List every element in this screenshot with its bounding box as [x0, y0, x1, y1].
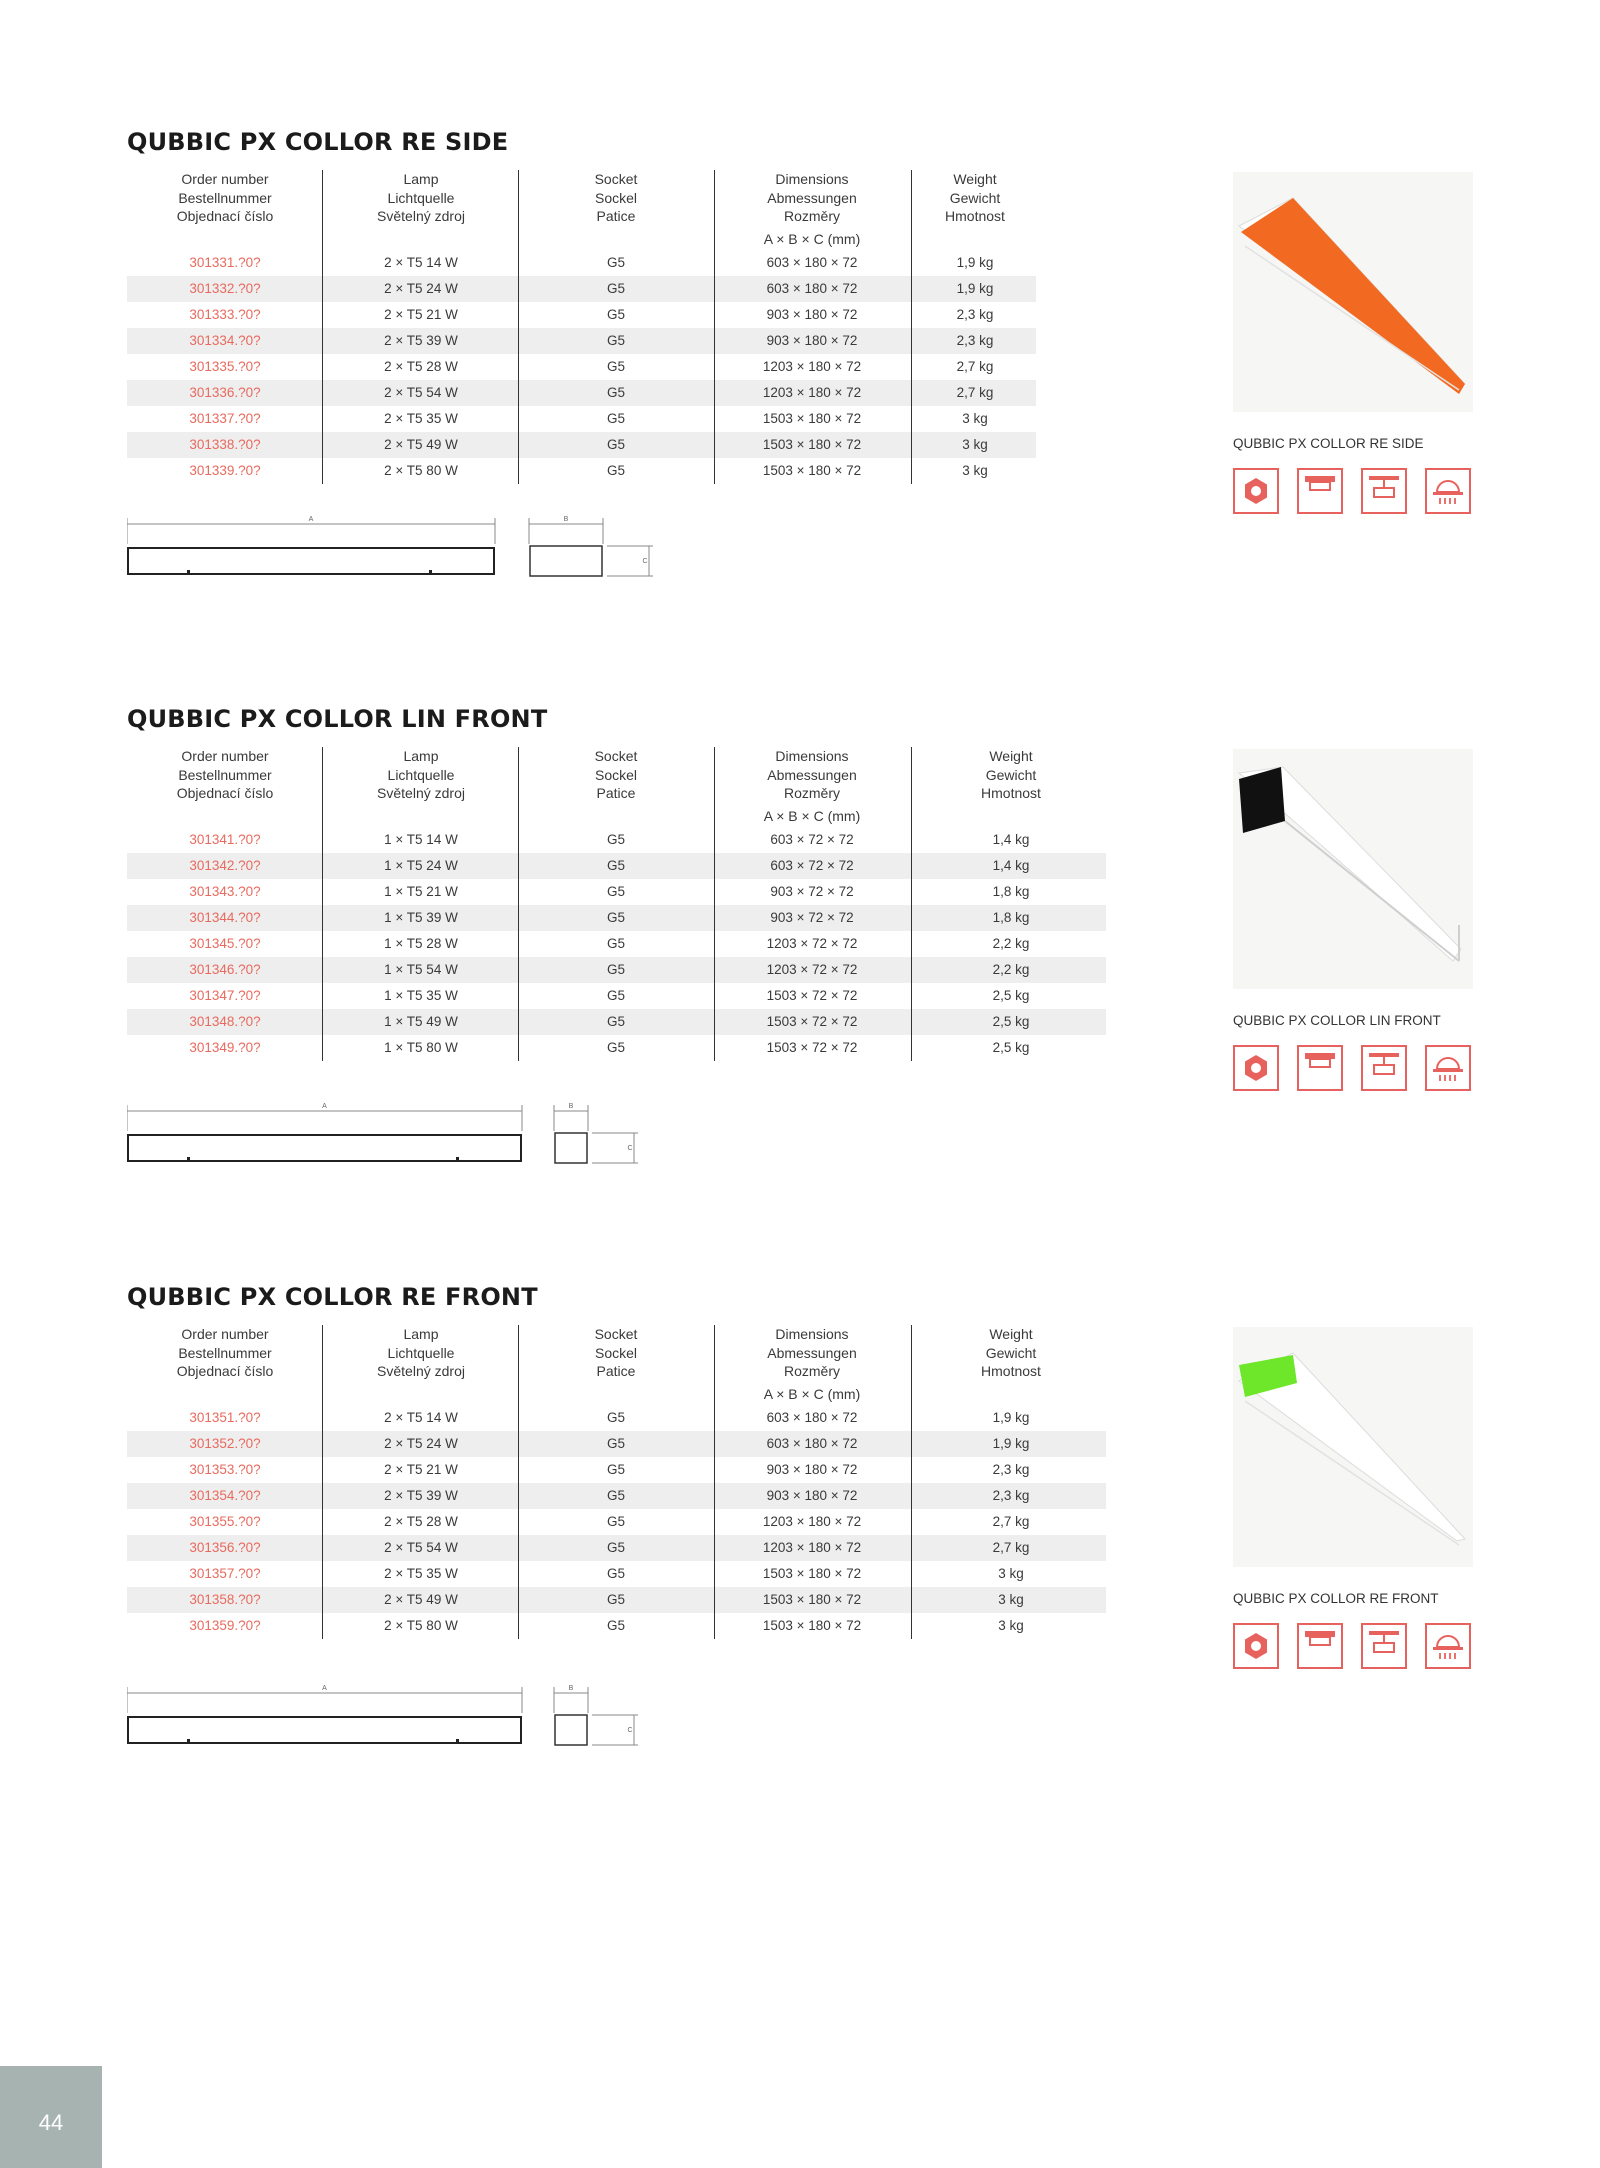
header-line: Světelný zdroj: [377, 1363, 465, 1379]
pendant-icon: [1361, 1045, 1407, 1091]
cell-lamp: 2 × T5 21 W: [384, 307, 458, 322]
cell-order: 301351.?0?: [189, 1410, 261, 1425]
cell-weight: 2,2 kg: [992, 936, 1030, 951]
downlight-icon: [1425, 1045, 1471, 1091]
header-line: Patice: [596, 785, 636, 801]
header-line: Order number: [181, 1326, 269, 1342]
end-view: [555, 1715, 587, 1745]
cell-weight: 1,8 kg: [992, 884, 1030, 899]
table-row: [127, 1613, 1106, 1639]
cell-socket: G5: [606, 1618, 625, 1633]
header-line: Dimensions: [775, 171, 849, 187]
accent-strip: [1241, 198, 1465, 394]
dimension-label-b: B: [563, 516, 569, 523]
table-row: [127, 957, 1106, 983]
cell-weight: 2,5 kg: [992, 988, 1030, 1003]
header-line: A × B × C (mm): [763, 230, 861, 247]
cell-order: 301353.?0?: [189, 1462, 261, 1477]
hexagon-icon: [1233, 1045, 1279, 1091]
page-number: 44: [38, 2110, 64, 2135]
cell-order: 301356.?0?: [189, 1540, 261, 1555]
cell-socket: G5: [606, 1514, 625, 1529]
cell-dimensions: 603 × 180 × 72: [766, 1410, 858, 1425]
cell-order: 301336.?0?: [189, 385, 261, 400]
cell-lamp: 2 × T5 49 W: [384, 437, 458, 452]
table-row: [127, 432, 1036, 458]
cell-dimensions: 1503 × 180 × 72: [762, 1566, 862, 1581]
product-name: QUBBIC PX COLLOR RE SIDE: [1233, 436, 1424, 451]
cell-weight: 1,8 kg: [992, 910, 1030, 925]
cell-dimensions: 903 × 180 × 72: [766, 333, 858, 348]
cell-order: 301349.?0?: [189, 1040, 261, 1055]
header-line: Abmessungen: [767, 189, 857, 206]
header-line: Lamp: [403, 171, 439, 187]
table-row: [127, 380, 1036, 406]
header-line: A × B × C (mm): [763, 807, 861, 824]
cell-weight: 1,9 kg: [956, 281, 994, 296]
header-line: Patice: [596, 1363, 636, 1379]
cell-lamp: 2 × T5 39 W: [384, 1488, 458, 1503]
column-header-order: [127, 747, 323, 803]
header-line: Sockel: [594, 189, 638, 206]
header-line: Socket: [594, 748, 638, 764]
column-header-order: [127, 170, 323, 226]
cell-socket: G5: [606, 1462, 625, 1477]
table-row: [127, 1457, 1106, 1483]
cell-socket: G5: [606, 1592, 625, 1607]
column-divider: [714, 1325, 715, 1639]
cell-lamp: 2 × T5 21 W: [384, 1462, 458, 1477]
cell-lamp: 2 × T5 35 W: [384, 1566, 458, 1581]
cell-weight: 1,9 kg: [992, 1410, 1030, 1425]
cell-weight: 2,7 kg: [956, 385, 994, 400]
header-line: Objednací číslo: [176, 208, 274, 224]
header-line: Rozměry: [783, 785, 840, 801]
cell-dimensions: 603 × 72 × 72: [770, 858, 854, 873]
cell-weight: 2,7 kg: [992, 1540, 1030, 1555]
dimension-label-c: C: [627, 1145, 633, 1152]
dimension-label-c: C: [627, 1727, 633, 1734]
cell-socket: G5: [606, 936, 625, 951]
cell-lamp: 2 × T5 24 W: [384, 281, 458, 296]
cell-lamp: 2 × T5 80 W: [384, 1618, 458, 1633]
cell-lamp: 1 × T5 28 W: [384, 936, 458, 951]
cell-dimensions: 1203 × 72 × 72: [766, 962, 858, 977]
cell-socket: G5: [606, 1040, 625, 1055]
table-row: [127, 983, 1106, 1009]
cell-weight: 2,3 kg: [992, 1488, 1030, 1503]
cell-dimensions: 1203 × 180 × 72: [762, 1540, 862, 1555]
header-line: Sockel: [594, 766, 638, 783]
column-divider: [911, 1325, 912, 1639]
cell-order: 301335.?0?: [189, 359, 261, 374]
cell-socket: G5: [606, 1488, 625, 1503]
table-row: [127, 853, 1106, 879]
product-photo: [1233, 749, 1473, 989]
cell-weight: 3 kg: [962, 437, 988, 452]
cell-socket: G5: [606, 307, 625, 322]
cell-weight: 2,3 kg: [992, 1462, 1030, 1477]
cell-socket: G5: [606, 1540, 625, 1555]
column-divider: [911, 747, 912, 1061]
header-line: Weight: [989, 748, 1033, 764]
header-line: Světelný zdroj: [377, 785, 465, 801]
cell-dimensions: 603 × 180 × 72: [766, 255, 858, 270]
cell-weight: 3 kg: [998, 1566, 1024, 1581]
cell-dimensions: 1503 × 72 × 72: [766, 1014, 858, 1029]
cell-dimensions: 1503 × 180 × 72: [762, 463, 862, 478]
cell-order: 301346.?0?: [189, 962, 261, 977]
cell-weight: 1,4 kg: [992, 858, 1030, 873]
table-row: [127, 827, 1106, 853]
cell-dimensions: 1503 × 180 × 72: [762, 1618, 862, 1633]
cell-order: 301332.?0?: [189, 281, 261, 296]
cell-socket: G5: [606, 1410, 625, 1425]
column-header-weight: [916, 747, 1106, 803]
table-row: [127, 250, 1036, 276]
cell-socket: G5: [606, 1436, 625, 1451]
table-row: [127, 1405, 1106, 1431]
table-row: [127, 931, 1106, 957]
hexagon-icon: [1233, 468, 1279, 514]
spec-table: [127, 170, 1036, 500]
column-divider: [322, 1325, 323, 1639]
section-title: QUBBIC PX COLLOR RE SIDE: [127, 128, 509, 156]
table-row: [127, 905, 1106, 931]
section-title: QUBBIC PX COLLOR LIN FRONT: [127, 705, 548, 733]
table-row: [127, 1561, 1106, 1587]
table-row: [127, 328, 1036, 354]
product-name: QUBBIC PX COLLOR RE FRONT: [1233, 1591, 1439, 1606]
cell-order: 301352.?0?: [189, 1436, 261, 1451]
header-line: Hmotnost: [945, 208, 1005, 224]
cell-lamp: 1 × T5 24 W: [384, 858, 458, 873]
cell-order: 301331.?0?: [189, 255, 261, 270]
cell-dimensions: 903 × 180 × 72: [766, 1462, 858, 1477]
cell-dimensions: 1203 × 72 × 72: [766, 936, 858, 951]
column-divider: [911, 170, 912, 484]
cell-dimensions: 1203 × 180 × 72: [762, 359, 862, 374]
dimension-label-c: C: [642, 558, 648, 565]
column-header-socket: [518, 170, 714, 226]
cell-lamp: 2 × T5 14 W: [384, 1410, 458, 1425]
cell-dimensions: 1203 × 180 × 72: [762, 1514, 862, 1529]
luminaire-edge: [1285, 821, 1459, 961]
column-header-lamp: [323, 747, 519, 803]
header-line: Socket: [594, 1326, 638, 1342]
cell-socket: G5: [606, 463, 625, 478]
cell-weight: 1,9 kg: [992, 1436, 1030, 1451]
product-section: [0, 705, 1600, 1225]
cell-dimensions: 603 × 72 × 72: [770, 832, 854, 847]
header-line: Gewicht: [985, 1344, 1037, 1361]
cell-socket: G5: [606, 988, 625, 1003]
cell-order: 301344.?0?: [189, 910, 261, 925]
column-divider: [322, 747, 323, 1061]
cell-lamp: 1 × T5 49 W: [384, 1014, 458, 1029]
cell-order: 301334.?0?: [189, 333, 261, 348]
column-divider: [714, 747, 715, 1061]
header-line: Order number: [181, 748, 269, 764]
cell-socket: G5: [606, 255, 625, 270]
header-line: Dimensions: [775, 1326, 849, 1342]
pendant-icon: [1361, 1623, 1407, 1669]
cell-socket: G5: [606, 832, 625, 847]
technical-drawing: [127, 1103, 687, 1178]
column-header-dimensions: [714, 747, 910, 825]
cell-order: 301339.?0?: [189, 463, 261, 478]
table-row: [127, 302, 1036, 328]
cell-dimensions: 903 × 72 × 72: [770, 884, 854, 899]
cell-dimensions: 903 × 180 × 72: [766, 307, 858, 322]
cell-lamp: 1 × T5 54 W: [384, 962, 458, 977]
cell-dimensions: 903 × 72 × 72: [770, 910, 854, 925]
surface-mount-icon: [1297, 1623, 1343, 1669]
cell-lamp: 2 × T5 80 W: [384, 463, 458, 478]
cell-order: 301337.?0?: [189, 411, 261, 426]
downlight-icon: [1425, 1623, 1471, 1669]
cell-socket: G5: [606, 437, 625, 452]
cell-socket: G5: [606, 333, 625, 348]
surface-mount-icon: [1297, 468, 1343, 514]
cell-weight: 2,7 kg: [956, 359, 994, 374]
downlight-icon: [1425, 468, 1471, 514]
dimension-label-b: B: [568, 1103, 574, 1110]
table-row: [127, 406, 1036, 432]
cell-weight: 1,4 kg: [992, 832, 1030, 847]
cell-order: 301342.?0?: [189, 858, 261, 873]
column-header-order: [127, 1325, 323, 1381]
cell-socket: G5: [606, 884, 625, 899]
cell-weight: 2,7 kg: [992, 1514, 1030, 1529]
cell-weight: 3 kg: [998, 1592, 1024, 1607]
cell-weight: 2,2 kg: [992, 962, 1030, 977]
cell-lamp: 1 × T5 35 W: [384, 988, 458, 1003]
table-row: [127, 458, 1036, 484]
cell-weight: 3 kg: [998, 1618, 1024, 1633]
table-row: [127, 1009, 1106, 1035]
table-row: [127, 1509, 1106, 1535]
surface-mount-icon: [1297, 1045, 1343, 1091]
cell-socket: G5: [606, 359, 625, 374]
header-line: Abmessungen: [767, 1344, 857, 1361]
header-line: Lichtquelle: [387, 766, 455, 783]
cell-weight: 2,3 kg: [956, 333, 994, 348]
cell-socket: G5: [606, 1566, 625, 1581]
cell-lamp: 2 × T5 39 W: [384, 333, 458, 348]
cell-order: 301343.?0?: [189, 884, 261, 899]
side-view: [128, 1135, 521, 1161]
header-line: Dimensions: [775, 748, 849, 764]
spec-table: [127, 747, 1106, 1077]
cell-lamp: 2 × T5 54 W: [384, 385, 458, 400]
header-line: Objednací číslo: [176, 785, 274, 801]
cell-lamp: 2 × T5 54 W: [384, 1540, 458, 1555]
table-row: [127, 354, 1036, 380]
header-line: Lichtquelle: [387, 189, 455, 206]
header-line: Order number: [181, 171, 269, 187]
header-line: Bestellnummer: [178, 1344, 272, 1361]
cell-lamp: 2 × T5 49 W: [384, 1592, 458, 1607]
header-line: Hmotnost: [981, 1363, 1041, 1379]
cell-socket: G5: [606, 385, 625, 400]
product-section: [0, 128, 1600, 648]
cell-weight: 3 kg: [962, 411, 988, 426]
cell-order: 301341.?0?: [189, 832, 261, 847]
dimension-label-a: A: [308, 516, 314, 523]
column-header-dimensions: [714, 170, 910, 248]
cell-order: 301358.?0?: [189, 1592, 261, 1607]
column-divider: [518, 170, 519, 484]
cell-socket: G5: [606, 962, 625, 977]
cell-dimensions: 603 × 180 × 72: [766, 1436, 858, 1451]
cell-order: 301345.?0?: [189, 936, 261, 951]
end-view: [530, 546, 602, 576]
column-header-socket: [518, 1325, 714, 1381]
cell-dimensions: 1503 × 180 × 72: [762, 411, 862, 426]
cell-dimensions: 1503 × 180 × 72: [762, 1592, 862, 1607]
header-line: Gewicht: [985, 766, 1037, 783]
header-line: Weight: [953, 171, 997, 187]
cell-weight: 2,5 kg: [992, 1040, 1030, 1055]
cell-lamp: 2 × T5 35 W: [384, 411, 458, 426]
end-view: [555, 1133, 587, 1163]
column-divider: [322, 170, 323, 484]
cell-dimensions: 1503 × 72 × 72: [766, 1040, 858, 1055]
cell-weight: 1,9 kg: [956, 255, 994, 270]
column-header-weight: [915, 170, 1035, 226]
header-line: Světelný zdroj: [377, 208, 465, 224]
cell-order: 301355.?0?: [189, 1514, 261, 1529]
table-row: [127, 276, 1036, 302]
cell-socket: G5: [606, 1014, 625, 1029]
product-name: QUBBIC PX COLLOR LIN FRONT: [1233, 1013, 1441, 1028]
table-row: [127, 879, 1106, 905]
cell-dimensions: 603 × 180 × 72: [766, 281, 858, 296]
header-line: Rozměry: [783, 1363, 840, 1379]
header-line: Gewicht: [949, 189, 1001, 206]
cell-lamp: 1 × T5 80 W: [384, 1040, 458, 1055]
hexagon-icon: [1233, 1623, 1279, 1669]
column-header-dimensions: [714, 1325, 910, 1403]
technical-drawing: [127, 1685, 687, 1760]
column-divider: [518, 747, 519, 1061]
section-title: QUBBIC PX COLLOR RE FRONT: [127, 1283, 538, 1311]
cell-dimensions: 903 × 180 × 72: [766, 1488, 858, 1503]
cell-lamp: 2 × T5 14 W: [384, 255, 458, 270]
cell-dimensions: 1203 × 180 × 72: [762, 385, 862, 400]
cell-lamp: 1 × T5 14 W: [384, 832, 458, 847]
header-line: Rozměry: [783, 208, 840, 224]
cell-order: 301357.?0?: [189, 1566, 261, 1581]
cell-weight: 2,3 kg: [956, 307, 994, 322]
cell-order: 301338.?0?: [189, 437, 261, 452]
cell-weight: 2,5 kg: [992, 1014, 1030, 1029]
dimension-label-a: A: [322, 1103, 327, 1110]
side-view: [128, 1717, 521, 1743]
side-view: [128, 548, 494, 574]
dimension-label-b: B: [568, 1685, 574, 1692]
cell-lamp: 2 × T5 28 W: [384, 359, 458, 374]
product-section: [0, 1283, 1600, 1803]
table-row: [127, 1035, 1106, 1061]
header-line: Lichtquelle: [387, 1344, 455, 1361]
product-photo: [1233, 172, 1473, 412]
header-line: Sockel: [594, 1344, 638, 1361]
header-line: Weight: [989, 1326, 1033, 1342]
cell-lamp: 1 × T5 21 W: [384, 884, 458, 899]
header-line: Bestellnummer: [178, 189, 272, 206]
cell-dimensions: 1503 × 72 × 72: [766, 988, 858, 1003]
cell-socket: G5: [606, 910, 625, 925]
column-divider: [518, 1325, 519, 1639]
cell-lamp: 2 × T5 24 W: [384, 1436, 458, 1451]
column-header-weight: [916, 1325, 1106, 1381]
dimension-label-a: A: [322, 1685, 327, 1692]
table-row: [127, 1587, 1106, 1613]
table-row: [127, 1483, 1106, 1509]
header-line: A × B × C (mm): [763, 1385, 861, 1402]
cell-socket: G5: [606, 281, 625, 296]
product-photo: [1233, 1327, 1473, 1567]
header-line: Objednací číslo: [176, 1363, 274, 1379]
technical-drawing: [127, 516, 687, 591]
column-header-lamp: [323, 170, 519, 226]
header-line: Abmessungen: [767, 766, 857, 783]
cell-order: 301359.?0?: [189, 1618, 261, 1633]
header-line: Bestellnummer: [178, 766, 272, 783]
cell-order: 301347.?0?: [189, 988, 261, 1003]
header-line: Socket: [594, 171, 638, 187]
cell-lamp: 2 × T5 28 W: [384, 1514, 458, 1529]
column-header-socket: [518, 747, 714, 803]
spec-table: [127, 1325, 1106, 1655]
cell-dimensions: 1503 × 180 × 72: [762, 437, 862, 452]
column-divider: [714, 170, 715, 484]
header-line: Hmotnost: [981, 785, 1041, 801]
header-line: Patice: [596, 208, 636, 224]
cell-order: 301354.?0?: [189, 1488, 261, 1503]
table-row: [127, 1431, 1106, 1457]
header-line: Lamp: [403, 1326, 439, 1342]
table-row: [127, 1535, 1106, 1561]
cell-socket: G5: [606, 858, 625, 873]
column-header-lamp: [323, 1325, 519, 1381]
cell-order: 301333.?0?: [189, 307, 261, 322]
cell-order: 301348.?0?: [189, 1014, 261, 1029]
cell-socket: G5: [606, 411, 625, 426]
cell-weight: 3 kg: [962, 463, 988, 478]
header-line: Lamp: [403, 748, 439, 764]
cell-lamp: 1 × T5 39 W: [384, 910, 458, 925]
pendant-icon: [1361, 468, 1407, 514]
